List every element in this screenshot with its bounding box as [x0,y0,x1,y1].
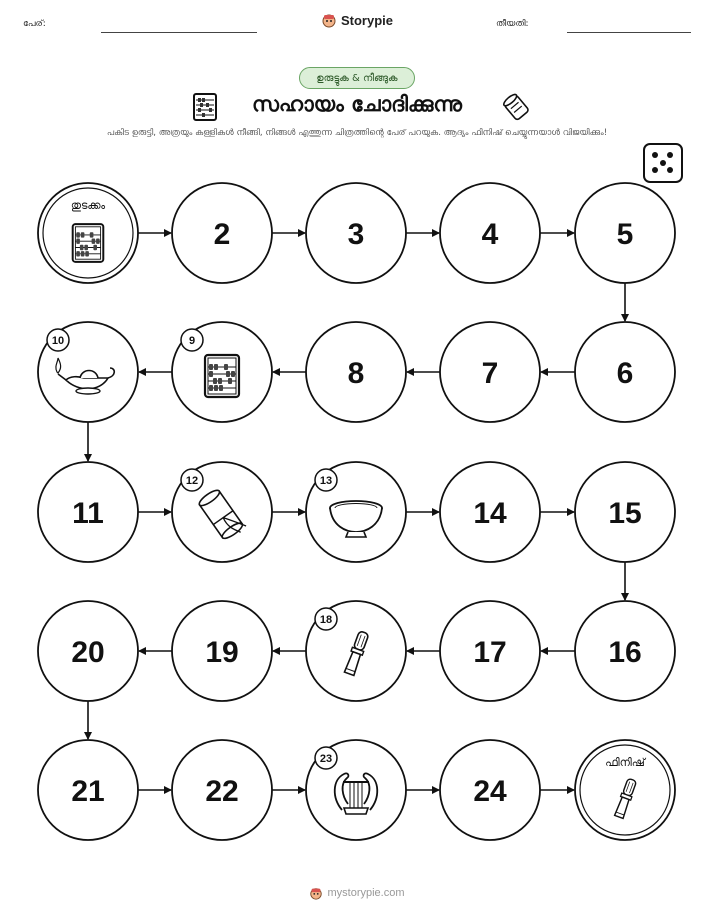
brand-name: Storypie [340,12,393,28]
board-cell[interactable] [575,183,675,283]
board-cell[interactable] [575,740,675,840]
board-cell[interactable] [172,740,272,840]
cell-number: 6 [616,357,634,390]
abacus-icon [205,355,239,397]
cell-number: 14 [473,497,507,530]
cell-badge [181,469,203,491]
badge-number: 12 [185,475,199,487]
cell-badge [315,469,337,491]
cell-number: 24 [473,775,507,808]
board-cell[interactable] [38,322,138,422]
badge-number: 18 [319,614,333,626]
cell-number: 22 [205,775,239,808]
board-cell[interactable] [172,183,272,283]
name-label: പേര്: [23,19,46,29]
cell-number: 15 [608,497,642,530]
board-cell[interactable] [172,322,272,422]
cell-number: 7 [481,357,499,390]
board-cell[interactable] [440,601,540,701]
game-type-tag: ഉരുട്ടുക & നീങ്ങുക [299,67,415,89]
badge-number: 23 [319,753,333,765]
board-cell[interactable] [440,183,540,283]
cell-number: 20 [71,636,105,669]
board-cell[interactable] [38,183,138,283]
cell-number: 19 [205,636,239,669]
page-title: സഹായം ചോദിക്കുന്നു [251,92,463,116]
board-cell[interactable] [306,322,406,422]
board-cell[interactable] [38,740,138,840]
cell-number: 16 [608,636,642,669]
board-cell[interactable] [38,601,138,701]
board-cell[interactable] [440,322,540,422]
board-cell[interactable] [575,322,675,422]
abacus-icon [73,224,104,262]
cell-badge [315,608,337,630]
cell-number: 21 [71,775,105,808]
badge-number: 10 [51,335,65,347]
badge-number: 13 [319,475,333,487]
board-cell[interactable] [306,740,406,840]
cell-number: 2 [213,218,231,251]
board-cell[interactable] [306,183,406,283]
badge-number: 9 [188,335,196,347]
cell-badge [47,329,69,351]
start-label: തുടക്കം [70,199,106,212]
cell-number: 8 [347,357,365,390]
cell-number: 5 [616,218,634,251]
board-cell[interactable] [172,462,272,562]
cell-number: 17 [473,636,507,669]
instructions: പകിട ഉരുട്ടി, അത്രയും കള്ളികൾ നീങ്ങി, നിങ്ങൾ എത്തുന്ന ചിത്രത്തിന്റെ പേര് പറയുക. ആദ്യം ഫിനിഷ് ചെയ്യുന്നയാൾ വിജയിക്കും! [106,128,608,138]
cell-number: 4 [481,218,499,251]
board-cell[interactable] [575,601,675,701]
date-label: തീയതി: [496,19,529,29]
finish-label: ഫിനിഷ് [605,756,645,769]
board-cell[interactable] [306,462,406,562]
cell-number: 11 [72,497,104,530]
cell-badge [315,747,337,769]
board-cell[interactable] [172,601,272,701]
footer [0,886,714,903]
cell-badge [181,329,203,351]
board-cell[interactable] [575,462,675,562]
board-cell[interactable] [440,462,540,562]
footer-site[interactable]: mystorypie.com [327,887,405,899]
board-cell[interactable] [38,462,138,562]
board-cell[interactable] [306,601,406,701]
cell-number: 3 [347,218,365,251]
board-cell[interactable] [440,740,540,840]
storypie-mascot-icon [309,886,323,900]
